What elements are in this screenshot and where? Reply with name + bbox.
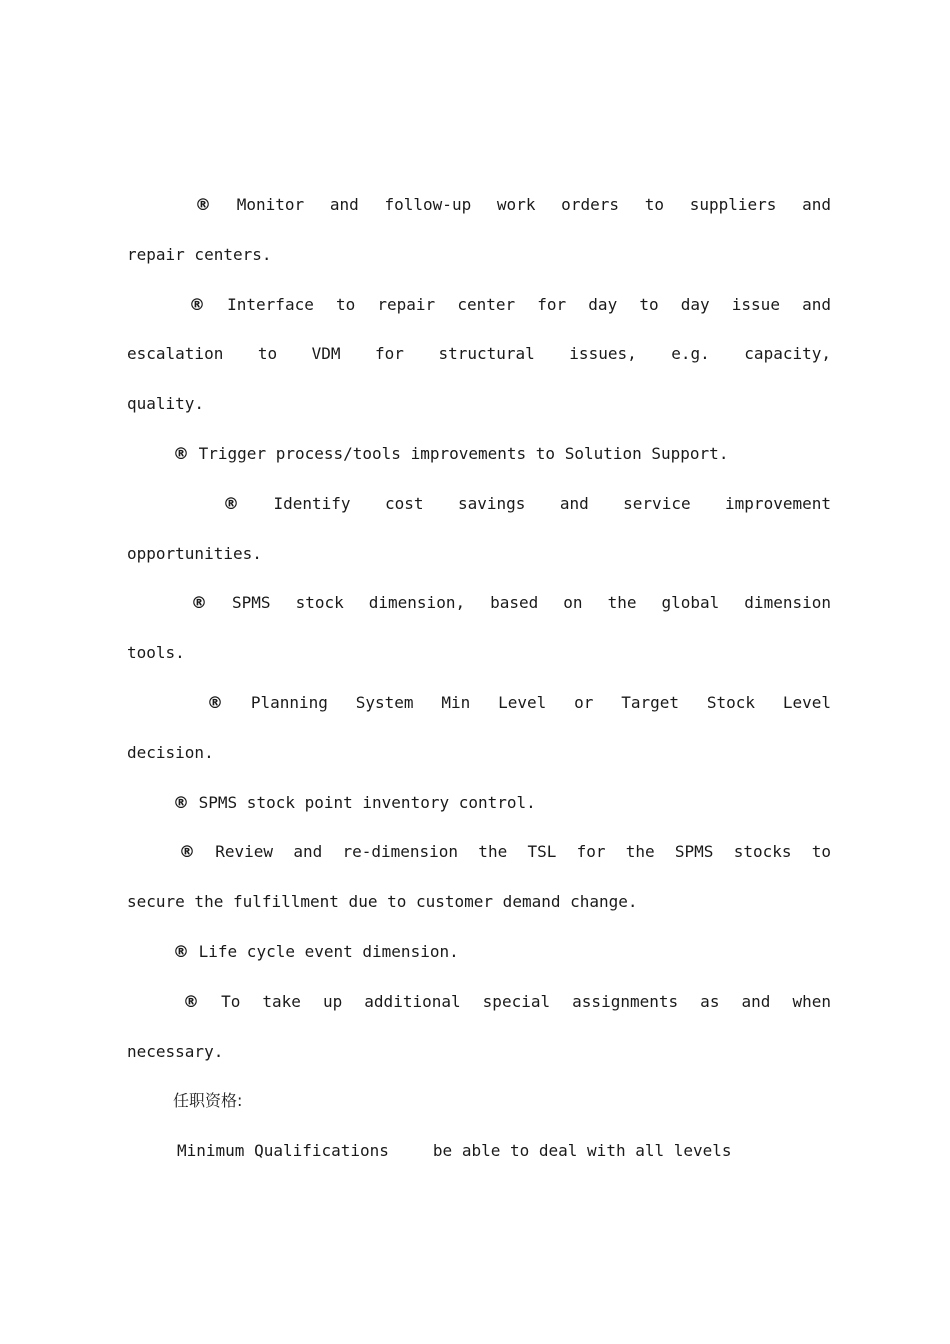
list-item-continuation: necessary. — [127, 1041, 224, 1061]
registered-mark-bullet: ® — [191, 593, 207, 613]
list-item — [127, 977, 831, 1077]
registered-mark-bullet: ® — [179, 842, 195, 862]
list-item-text: Planning System Min Level or Target Stock Level — [250, 692, 831, 712]
list-item-text: SPMS stock dimension, based on the global dimension — [232, 593, 831, 613]
list-item — [127, 280, 831, 429]
list-item-text: Life cycle event dimension. — [198, 941, 459, 961]
list-item-text: Review and re-dimension the TSL for the SPMS stocks to — [215, 842, 832, 862]
list-item-text: Trigger process/tools improvements to Solution Support. — [198, 443, 729, 463]
list-item-continuation: opportunities. — [127, 543, 262, 563]
registered-mark-bullet: ® — [195, 195, 211, 214]
list-item — [127, 479, 831, 579]
section-heading: 任职资格: — [173, 1091, 243, 1111]
list-item-continuation: tools. — [127, 643, 185, 663]
list-item-text: Monitor and follow-up work orders to suppliers and — [236, 195, 832, 214]
qualifications-text: be able to deal with all levels — [432, 1141, 732, 1161]
registered-mark-bullet: ® — [173, 792, 189, 812]
list-item — [127, 678, 831, 778]
list-item-continuation: quality. — [127, 394, 205, 414]
list-item-continuation: escalation to VDM for structural issues, e.g. capacity, — [127, 344, 831, 364]
list-item-text: To take up additional special assignments as and when — [221, 991, 831, 1011]
list-item — [127, 778, 831, 828]
list-item — [127, 578, 831, 678]
registered-mark-bullet: ® — [183, 991, 199, 1011]
list-item-continuation: secure the fulfillment due to customer demand change. — [127, 892, 638, 912]
registered-mark-bullet: ® — [223, 493, 239, 513]
list-item-text: Identify cost savings and service improvement — [273, 493, 831, 513]
registered-mark-bullet: ® — [207, 692, 223, 712]
list-item — [127, 827, 831, 927]
list-item-text: SPMS stock point inventory control. — [198, 792, 536, 812]
qualifications-label: Minimum Qualifications — [177, 1141, 389, 1161]
document-page — [127, 180, 831, 1176]
qualifications-line — [127, 1126, 831, 1176]
registered-mark-bullet: ® — [173, 443, 189, 463]
list-item-continuation: decision. — [127, 742, 214, 762]
list-item — [127, 429, 831, 479]
list-item — [127, 180, 831, 280]
registered-mark-bullet: ® — [173, 941, 189, 961]
registered-mark-bullet: ® — [189, 294, 205, 314]
list-item — [127, 927, 831, 977]
list-item-text: Interface to repair center for day to day issue and — [227, 294, 831, 314]
list-item-continuation: repair centers. — [127, 244, 272, 264]
